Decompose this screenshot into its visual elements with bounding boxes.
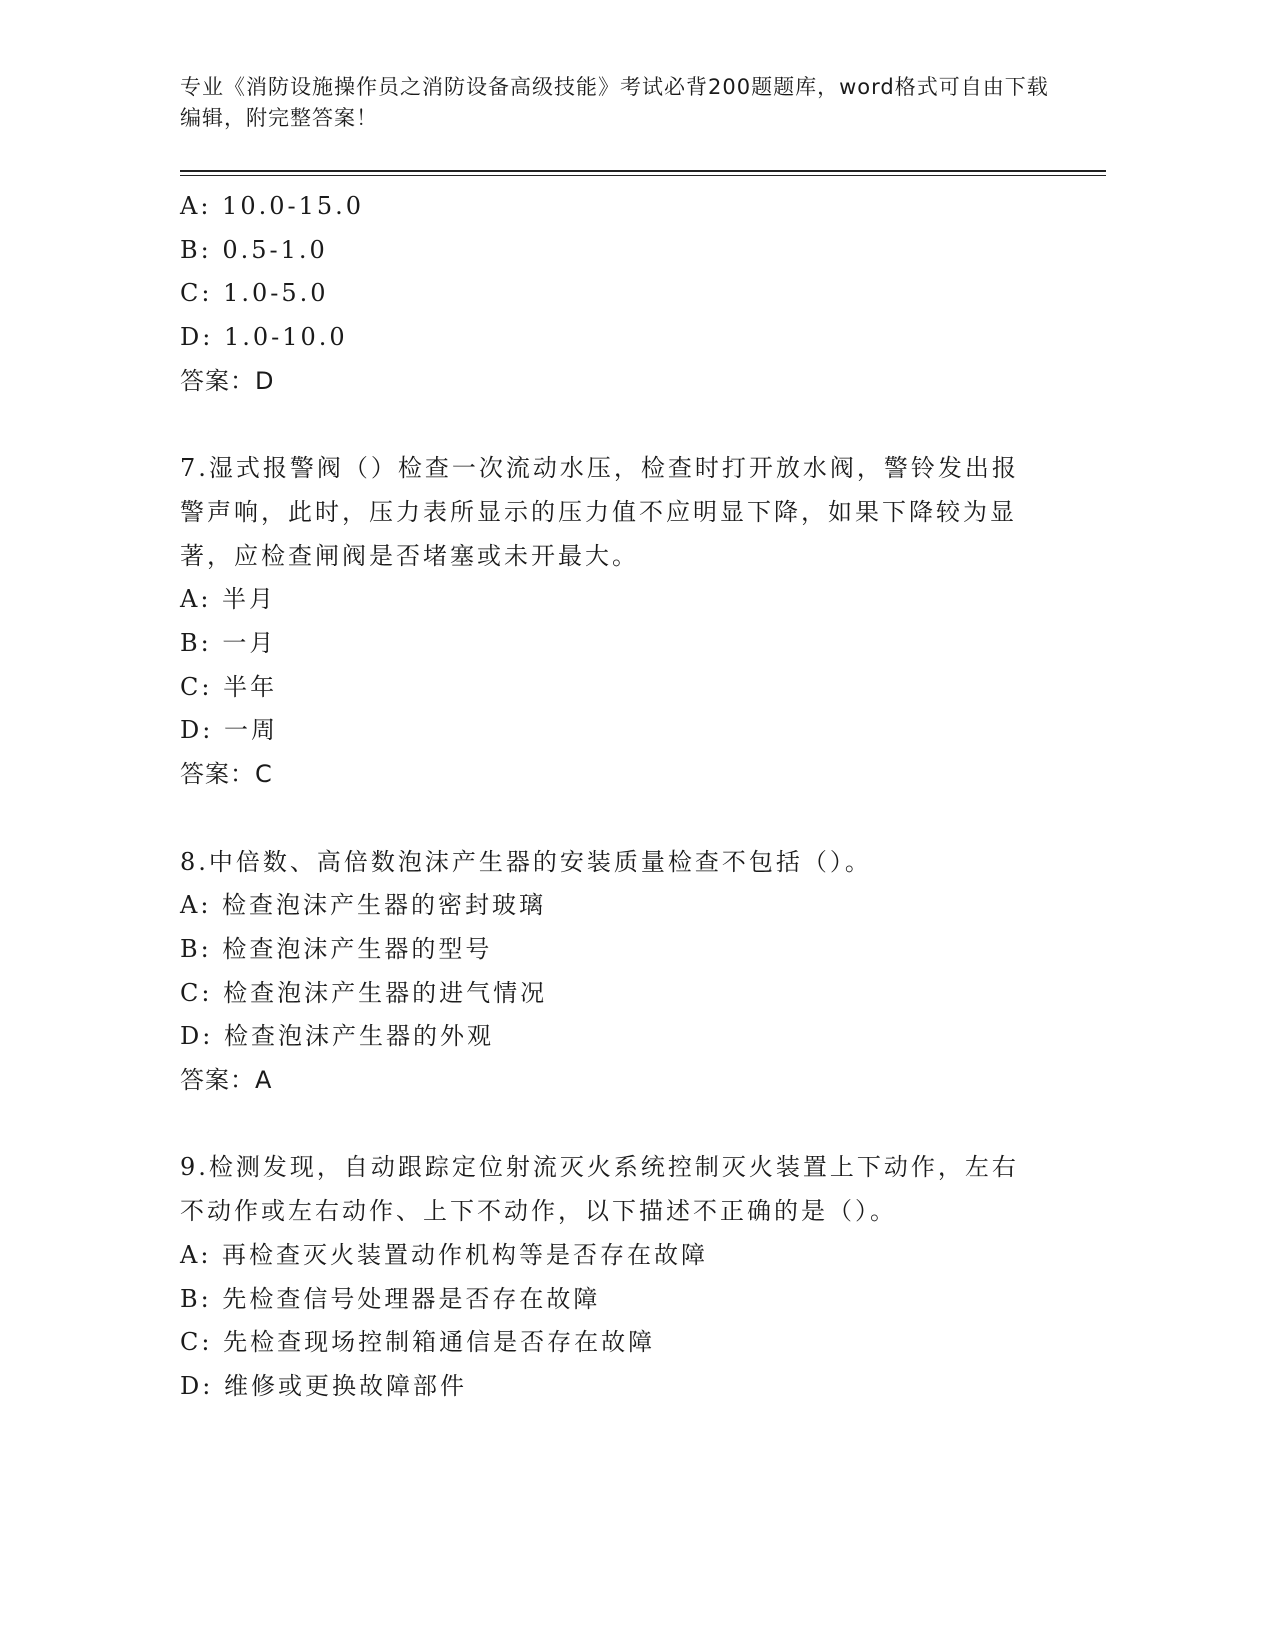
question-content bbox=[180, 185, 1040, 1409]
option-c: C: 1.0-5.0 bbox=[180, 279, 329, 308]
question-9 bbox=[180, 1146, 1040, 1408]
option-a: A: 10.0-15.0 bbox=[180, 192, 365, 220]
option-a: A: 检查泡沫产生器的密封玻璃 bbox=[180, 891, 547, 920]
option-a: A: 再检查灭火装置动作机构等是否存在故障 bbox=[180, 1240, 709, 1269]
option-d: D: 1.0-10.0 bbox=[180, 323, 348, 352]
header-divider-thick bbox=[180, 170, 1106, 172]
option-b: B: 一月 bbox=[180, 629, 277, 658]
option-a: A: 半月 bbox=[180, 585, 277, 614]
answer: 答案：D bbox=[180, 366, 275, 395]
spacer bbox=[180, 404, 1040, 448]
question-stem: 7.湿式报警阀（）检查一次流动水压，检查时打开放水阀，警铃发出报警声响，此时，压力表所显示的压力值不应明显下降，如果下降较为显著，应检查闸阀是否堵塞或未开最大。 bbox=[180, 454, 1019, 570]
question-stem: 8.中倍数、高倍数泡沫产生器的安装质量检查不包括（）。 bbox=[180, 847, 872, 876]
option-c: C: 半年 bbox=[180, 672, 278, 701]
option-b: B: 0.5-1.0 bbox=[180, 235, 328, 264]
page-header: 专业《消防设施操作员之消防设备高级技能》考试必背200题题库，word格式可自由下载编辑，附完整答案！ bbox=[180, 75, 1049, 130]
option-c: C: 先检查现场控制箱通信是否存在故障 bbox=[180, 1328, 656, 1357]
option-c: C: 检查泡沫产生器的进气情况 bbox=[180, 978, 548, 1007]
answer: 答案：A bbox=[180, 1066, 273, 1095]
option-b: B: 先检查信号处理器是否存在故障 bbox=[180, 1284, 601, 1313]
header-divider-thin bbox=[180, 175, 1106, 176]
spacer bbox=[180, 1103, 1040, 1147]
answer: 答案：C bbox=[180, 760, 273, 789]
question-stem: 9.检测发现，自动跟踪定位射流灭火系统控制灭火装置上下动作，左右不动作或左右动作、上下不动作，以下描述不正确的是（）。 bbox=[180, 1153, 1019, 1226]
spacer bbox=[180, 797, 1040, 841]
option-b: B: 检查泡沫产生器的型号 bbox=[180, 934, 493, 963]
question-7 bbox=[180, 447, 1040, 797]
question-6 bbox=[180, 185, 1040, 404]
option-d: D: 检查泡沫产生器的外观 bbox=[180, 1022, 494, 1051]
option-d: D: 一周 bbox=[180, 716, 278, 745]
option-d: D: 维修或更换故障部件 bbox=[180, 1371, 467, 1400]
question-8 bbox=[180, 841, 1040, 1103]
